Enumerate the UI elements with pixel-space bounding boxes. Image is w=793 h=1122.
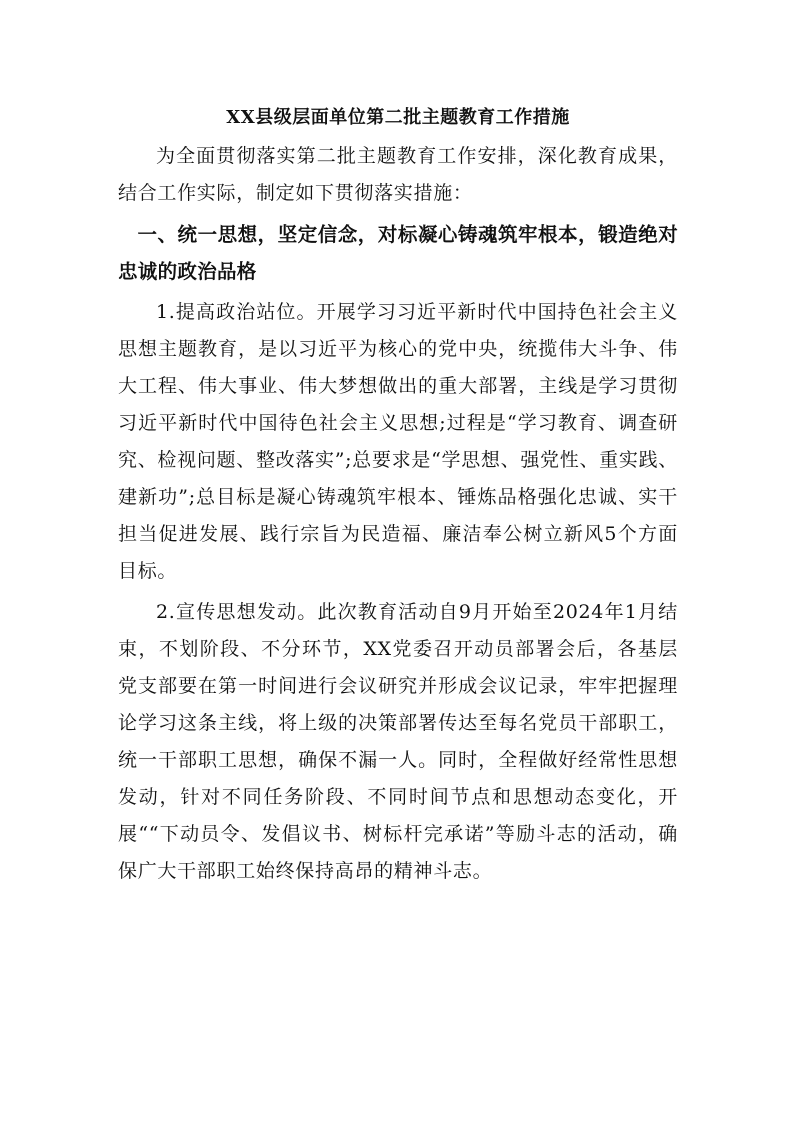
item-paragraph-1: 1.提高政治站位。开展学习习近平新时代中国持色社会主义思想主题教育，是以习近平为核心的党中央，统揽伟大斗争、伟大工程、伟大事业、伟大梦想做出的重大部署，主线是学习贯彻习近平新时代中国待色社会主义思想;过程是“学习教育、调查研究、检视问题、整改落实”;总要求是“学思想、强党性、重实践、建新功”;总目标是凝心铸魂筑牢根本、锤炼品格强化忠诚、实干担当促进发展、践行宗旨为民造福、廉洁奉公树立新风5个方面目标。 xyxy=(118,301,678,582)
document-body xyxy=(118,106,678,890)
document-title: XX县级层面单位第二批主题教育工作措施 xyxy=(226,107,570,128)
section-heading: 一、统一思想，坚定信念，对标凝心铸魂筑牢根本，锻造绝对忠诚的政治品格 xyxy=(118,223,678,283)
item-paragraph-2: 2.宣传思想发动。此次教育活动自9月开始至2024年1月结束，不划阶段、不分环节，XX党委召开动员部署会后，各基层党支部要在第一时间进行会议研究并形成会议记录，牢牢把握理论学习这条主线，将上级的决策部署传达至每名党员干部职工，统一干部职工思想，确保不漏一人。同时，全程做好经常性思想发动，针对不同任务阶段、不同时间节点和思想动态变化，开展““下动员令、发倡议书、树标杆完承诺”等励斗志的活动，确保广大干部职工始终保持高昂的精神斗志。 xyxy=(118,601,678,882)
intro-paragraph: 为全面贯彻落实第二批主题教育工作安排，深化教育成果，结合工作实际，制定如下贯彻落实措施： xyxy=(118,145,678,204)
